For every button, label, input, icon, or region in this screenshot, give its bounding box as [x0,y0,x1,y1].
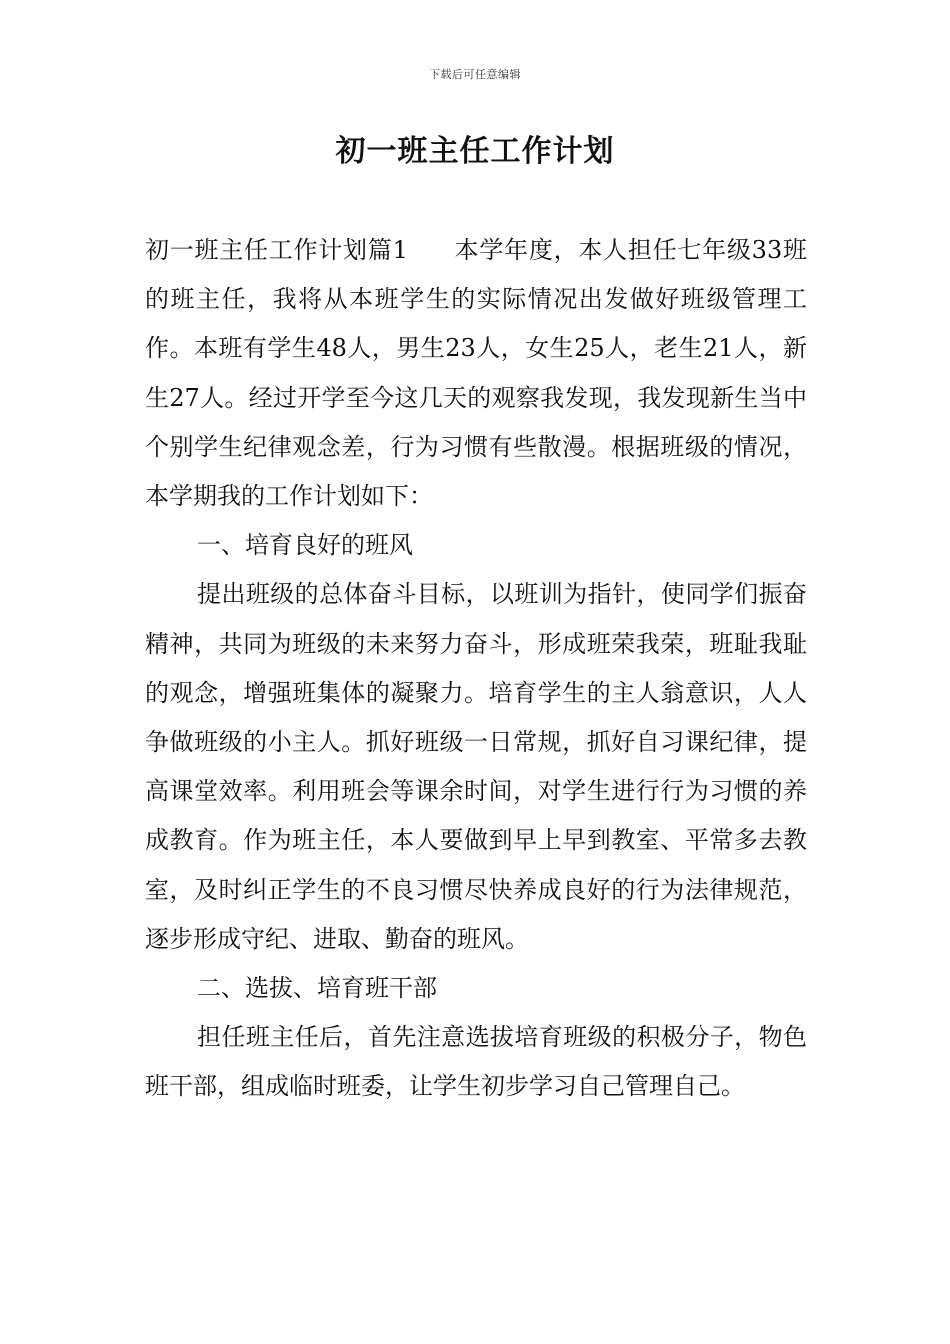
section-heading-1: 一、培育良好的班风 [197,531,413,560]
section-paragraph-1: 提出班级的总体奋斗目标，以班训为指针，使同学们振奋精神，共同为班级的未来努力奋斗，形成班荣我荣，班耻我耻的观念，增强班集体的凝聚力。培育学生的主人翁意识，人人争做班级的小主人。抓好班级一日常规，抓好自习课纪律，提高课堂效率。利用班会等课余时间，对学生进行行为习惯的养成教育。作为班主任，本人要做到早上早到教室、平常多去教室，及时纠正学生的不良习惯尽快养成良好的行为法律规范，逐步形成守纪、进取、勤奋的班风。 [145,580,807,953]
section-paragraph-2: 担任班主任后，首先注意选拔培育班级的积极分子，物色班干部，组成临时班委，让学生初步学习自己管理自己。 [145,1023,807,1101]
section-heading-2: 二、选拔、培育班干部 [197,974,437,1003]
document-body [145,226,807,1112]
intro-text: 本学年度，本人担任七年级33班的班主任，我将从本班学生的实际情况出发做好班级管理工作。本班有学生48人，男生23人，女生25人，老生21人，新生27人。经过开学至今这几天的观察我发现，我发现新生当中个别学生纪律观念差，行为习惯有些散漫。根据班级的情况，本学期我的工作计划如下： [145,236,807,511]
header-note: 下载后可任意编辑 [429,68,521,81]
intro-paragraph [145,226,807,521]
intro-label: 初一班主任工作计划篇1 [145,236,408,264]
document-title: 初一班主任工作计划 [335,134,615,169]
